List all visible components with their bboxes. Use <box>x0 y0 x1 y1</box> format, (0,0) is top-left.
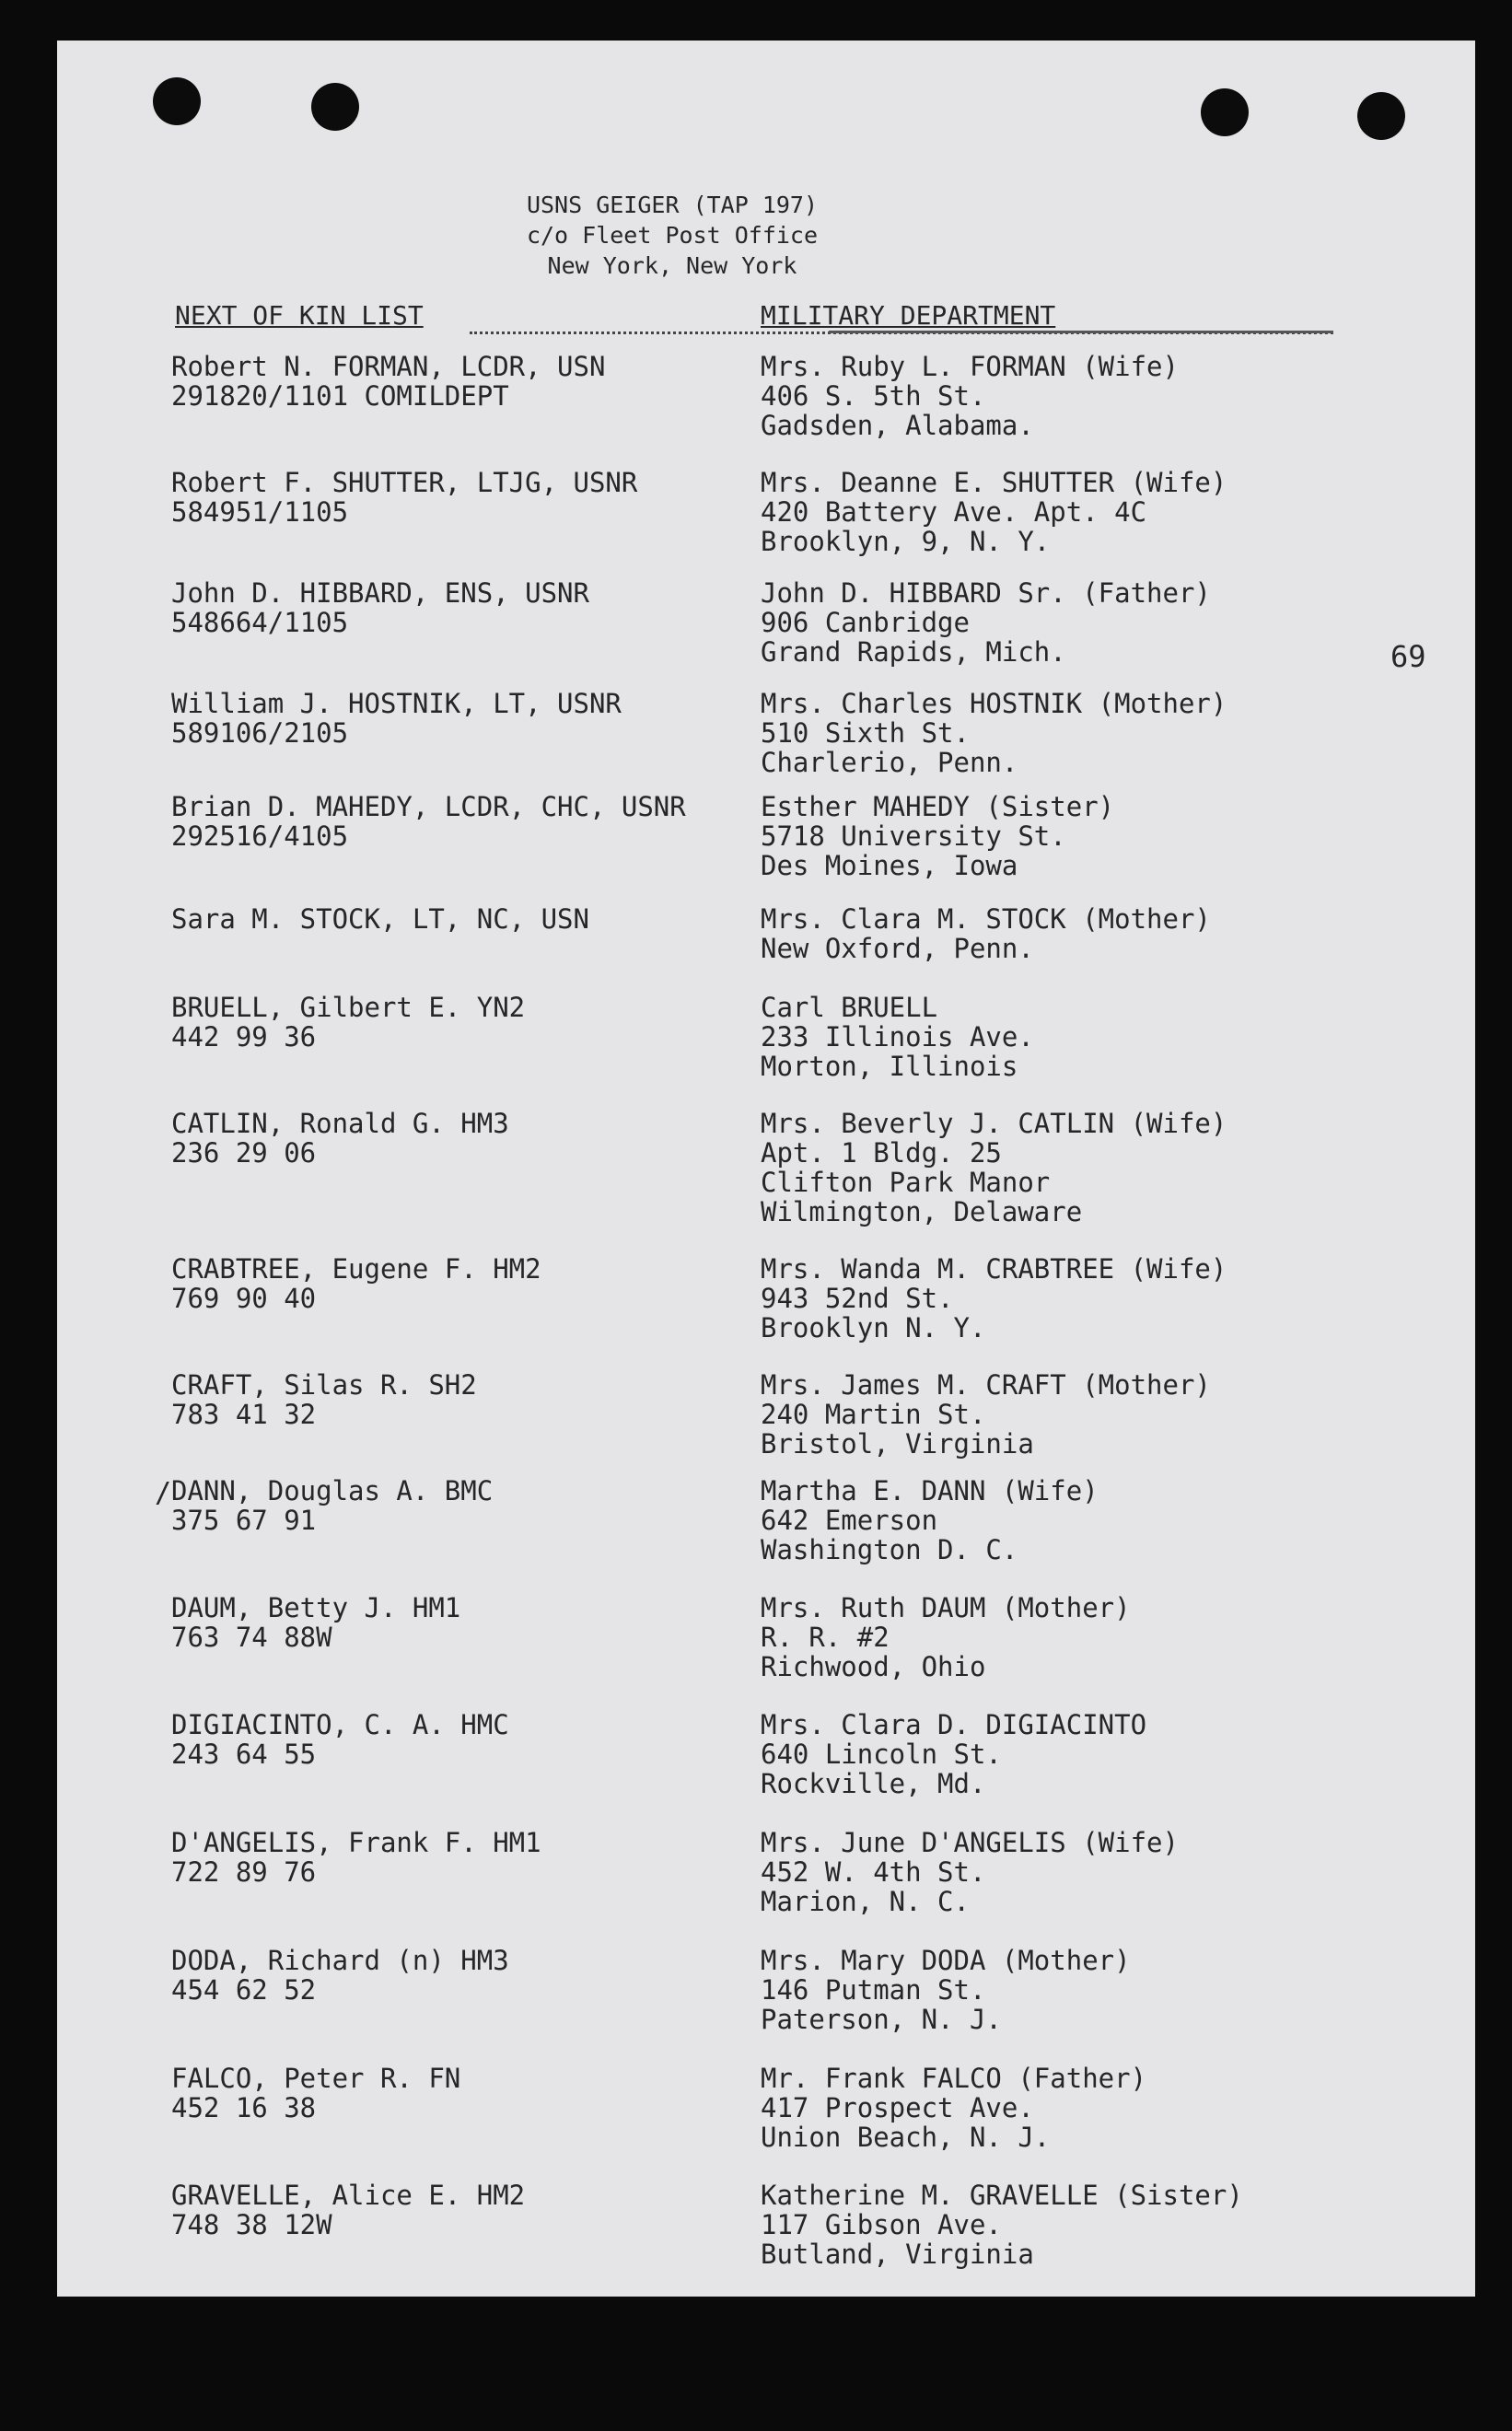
member-name: DAUM, Betty J. HM1 <box>171 1592 461 1623</box>
kin-address-line: 510 Sixth St. <box>761 717 970 749</box>
kin-address-line: 640 Lincoln St. <box>761 1739 1002 1770</box>
next-of-kin <box>761 792 1387 880</box>
service-member <box>171 993 742 1052</box>
next-of-kin <box>761 993 1387 1081</box>
kin-address-line: 906 Canbridge <box>761 607 970 638</box>
member-name: CRABTREE, Eugene F. HM2 <box>171 1253 541 1285</box>
member-name: William J. HOSTNIK, LT, USNR <box>171 688 622 719</box>
punch-hole <box>1201 88 1249 136</box>
kin-address-line: 233 Illinois Ave. <box>761 1021 1034 1053</box>
kin-address-line: 943 52nd St. <box>761 1283 954 1314</box>
member-name: Robert N. FORMAN, LCDR, USN <box>171 351 606 382</box>
kin-name: John D. HIBBARD Sr. (Father) <box>761 577 1211 609</box>
service-member <box>171 352 742 411</box>
service-member <box>171 2064 742 2123</box>
kin-address-line: 420 Battery Ave. Apt. 4C <box>761 496 1147 528</box>
member-name: John D. HIBBARD, ENS, USNR <box>171 577 589 609</box>
next-of-kin <box>761 689 1387 777</box>
member-service-number: 292516/4105 <box>171 820 349 852</box>
kin-address-line: 146 Putman St. <box>761 1974 986 2006</box>
service-member <box>171 1109 742 1168</box>
kin-address-line: Charlerio, Penn. <box>761 747 1018 778</box>
kin-address-line: Des Moines, Iowa <box>761 850 1018 881</box>
punch-hole <box>153 77 201 125</box>
kin-name: Mrs. James M. CRAFT (Mother) <box>761 1369 1211 1401</box>
kin-address-line: Brooklyn, 9, N. Y. <box>761 526 1051 557</box>
service-member <box>171 904 742 934</box>
service-member <box>171 1946 742 2005</box>
kin-address-line: Washington D. C. <box>761 1534 1018 1565</box>
service-member <box>171 1593 742 1652</box>
service-member <box>171 1710 742 1769</box>
kin-name: Mr. Frank FALCO (Father) <box>761 2063 1147 2094</box>
service-member <box>171 1254 742 1313</box>
member-name: Brian D. MAHEDY, LCDR, CHC, USNR <box>171 791 686 822</box>
kin-address-line: 642 Emerson <box>761 1505 938 1536</box>
kin-name: Mrs. Ruby L. FORMAN (Wife) <box>761 351 1179 382</box>
document-header <box>0 190 1512 281</box>
kin-name: Mrs. Clara M. STOCK (Mother) <box>761 903 1211 935</box>
next-of-kin <box>761 1946 1387 2034</box>
punch-hole <box>1357 92 1405 140</box>
kin-address-line: Brooklyn N. Y. <box>761 1312 986 1343</box>
kin-address-line: 5718 University St. <box>761 820 1066 852</box>
address-line-1: c/o Fleet Post Office <box>526 222 819 249</box>
member-name: DANN, Douglas A. BMC <box>171 1475 494 1506</box>
column-header-left: NEXT OF KIN LIST <box>175 300 424 331</box>
check-mark: / <box>155 1477 172 1509</box>
punch-hole <box>311 83 359 131</box>
kin-address-line: Grand Rapids, Mich. <box>761 636 1066 668</box>
member-name: BRUELL, Gilbert E. YN2 <box>171 992 526 1023</box>
service-member <box>171 2181 742 2239</box>
service-member <box>171 468 742 527</box>
kin-address-line: Apt. 1 Bldg. 25 <box>761 1137 1002 1169</box>
member-name: CRAFT, Silas R. SH2 <box>171 1369 477 1401</box>
page-number: 69 <box>1390 639 1426 674</box>
kin-address-line: Rockville, Md. <box>761 1768 986 1799</box>
next-of-kin <box>761 1710 1387 1798</box>
member-service-number: 589106/2105 <box>171 717 349 749</box>
service-member <box>171 689 742 748</box>
member-service-number: 748 38 12W <box>171 2209 332 2240</box>
member-service-number: 454 62 52 <box>171 1974 317 2006</box>
kin-address-line: Gadsden, Alabama. <box>761 410 1034 441</box>
member-name: D'ANGELIS, Frank F. HM1 <box>171 1827 541 1858</box>
member-name: DIGIACINTO, C. A. HMC <box>171 1709 509 1740</box>
member-name: Robert F. SHUTTER, LTJG, USNR <box>171 467 638 498</box>
member-service-number: 442 99 36 <box>171 1021 317 1053</box>
member-name: Sara M. STOCK, LT, NC, USN <box>171 903 589 935</box>
next-of-kin <box>761 904 1387 963</box>
kin-name: Mrs. Charles HOSTNIK (Mother) <box>761 688 1227 719</box>
member-service-number: 783 41 32 <box>171 1399 317 1430</box>
next-of-kin <box>761 1109 1387 1227</box>
next-of-kin <box>761 1370 1387 1459</box>
kin-address-line: Paterson, N. J. <box>761 2004 1002 2035</box>
member-service-number: 452 16 38 <box>171 2092 317 2123</box>
next-of-kin <box>761 1828 1387 1916</box>
next-of-kin <box>761 1476 1387 1564</box>
next-of-kin <box>761 352 1387 440</box>
next-of-kin <box>761 2064 1387 2152</box>
next-of-kin <box>761 1254 1387 1343</box>
kin-address-line: Union Beach, N. J. <box>761 2122 1051 2153</box>
kin-address-line: Wilmington, Delaware <box>761 1196 1083 1227</box>
kin-name: Carl BRUELL <box>761 992 938 1023</box>
member-service-number: 548664/1105 <box>171 607 349 638</box>
service-member <box>171 792 742 851</box>
member-service-number: 722 89 76 <box>171 1856 317 1888</box>
kin-name: Mrs. Deanne E. SHUTTER (Wife) <box>761 467 1227 498</box>
kin-address-line: 117 Gibson Ave. <box>761 2209 1002 2240</box>
kin-address-line: Butland, Virginia <box>761 2239 1034 2270</box>
service-member <box>171 1370 742 1429</box>
kin-name: Martha E. DANN (Wife) <box>761 1475 1099 1506</box>
next-of-kin <box>761 468 1387 556</box>
member-service-number: 584951/1105 <box>171 496 349 528</box>
member-service-number: 243 64 55 <box>171 1739 317 1770</box>
kin-name: Mrs. Mary DODA (Mother) <box>761 1945 1131 1976</box>
address-line-2: New York, New York <box>547 252 797 279</box>
service-member <box>171 1476 742 1535</box>
member-service-number: 291820/1101 COMILDEPT <box>171 380 509 412</box>
kin-address-line: Bristol, Virginia <box>761 1428 1034 1460</box>
next-of-kin <box>761 1593 1387 1681</box>
kin-address-line: 406 S. 5th St. <box>761 380 986 412</box>
kin-name: Mrs. Clara D. DIGIACINTO <box>761 1709 1147 1740</box>
kin-name: Esther MAHEDY (Sister) <box>761 791 1115 822</box>
service-member <box>171 578 742 637</box>
next-of-kin <box>761 578 1387 667</box>
member-name: GRAVELLE, Alice E. HM2 <box>171 2180 526 2211</box>
kin-address-line: 452 W. 4th St. <box>761 1856 986 1888</box>
kin-address-line: Morton, Illinois <box>761 1051 1018 1082</box>
ship-name: USNS GEIGER (TAP 197) <box>526 192 819 218</box>
kin-name: Katherine M. GRAVELLE (Sister) <box>761 2180 1243 2211</box>
next-of-kin <box>761 2181 1387 2269</box>
column-header-right: MILITARY DEPARTMENT <box>761 300 1056 331</box>
member-name: CATLIN, Ronald G. HM3 <box>171 1108 509 1139</box>
member-service-number: 375 67 91 <box>171 1505 317 1536</box>
member-name: FALCO, Peter R. FN <box>171 2063 461 2094</box>
kin-address-line: 417 Prospect Ave. <box>761 2092 1034 2123</box>
kin-address-line: Clifton Park Manor <box>761 1167 1051 1198</box>
kin-address-line: 240 Martin St. <box>761 1399 986 1430</box>
kin-address-line: Marion, N. C. <box>761 1886 970 1917</box>
kin-address-line: New Oxford, Penn. <box>761 933 1034 964</box>
member-name: DODA, Richard (n) HM3 <box>171 1945 509 1976</box>
kin-address-line: Richwood, Ohio <box>761 1651 986 1682</box>
member-service-number: 763 74 88W <box>171 1622 332 1653</box>
kin-address-line: R. R. #2 <box>761 1622 890 1653</box>
kin-name: Mrs. June D'ANGELIS (Wife) <box>761 1827 1179 1858</box>
kin-name: Mrs. Ruth DAUM (Mother) <box>761 1592 1131 1623</box>
kin-name: Mrs. Wanda M. CRABTREE (Wife) <box>761 1253 1227 1285</box>
service-member <box>171 1828 742 1887</box>
member-service-number: 769 90 40 <box>171 1283 317 1314</box>
member-service-number: 236 29 06 <box>171 1137 317 1169</box>
header-rule <box>829 331 1333 333</box>
kin-name: Mrs. Beverly J. CATLIN (Wife) <box>761 1108 1227 1139</box>
